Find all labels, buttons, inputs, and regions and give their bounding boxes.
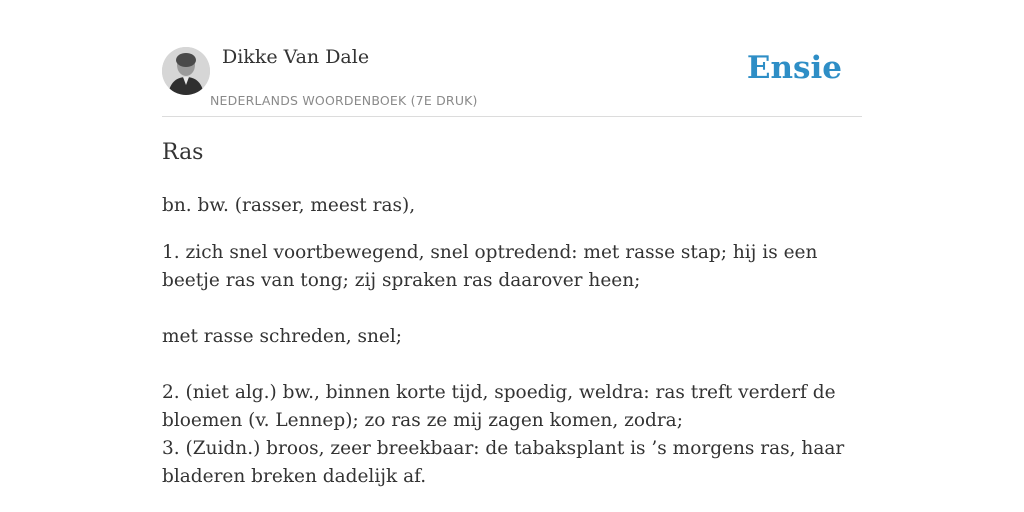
source-label: NEDERLANDS WOORDENBOEK (7E DRUK) xyxy=(210,93,478,108)
spacer xyxy=(162,351,862,379)
author-avatar[interactable] xyxy=(162,47,210,95)
definition-2: 2. (niet alg.) bw., binnen korte tijd, spoedig, weldra: ras treft verderf de bloemen (v. Lennep); zo ras ze mij zagen komen, zodra; xyxy=(162,382,836,431)
entry-content xyxy=(162,192,862,491)
definition-3: 3. (Zuidn.) broos, zeer breekbaar: de tabaksplant is ’s morgens ras, haar bladeren breken dadelijk af. xyxy=(162,438,845,487)
header xyxy=(162,44,862,117)
entry-title: Ras xyxy=(162,140,204,165)
grammar-line: bn. bw. (rasser, meest ras), xyxy=(162,195,416,216)
ensie-logo[interactable]: Ensie xyxy=(746,50,842,86)
definition-1: 1. zich snel voortbewegend, snel optredend: met rasse stap; hij is een beetje ras van tong; zij spraken ras daarover heen; xyxy=(162,242,818,291)
author-name[interactable]: Dikke Van Dale xyxy=(222,46,370,68)
definition-1b: met rasse schreden, snel; xyxy=(162,326,403,347)
portrait-icon xyxy=(162,47,210,95)
spacer xyxy=(162,295,862,323)
